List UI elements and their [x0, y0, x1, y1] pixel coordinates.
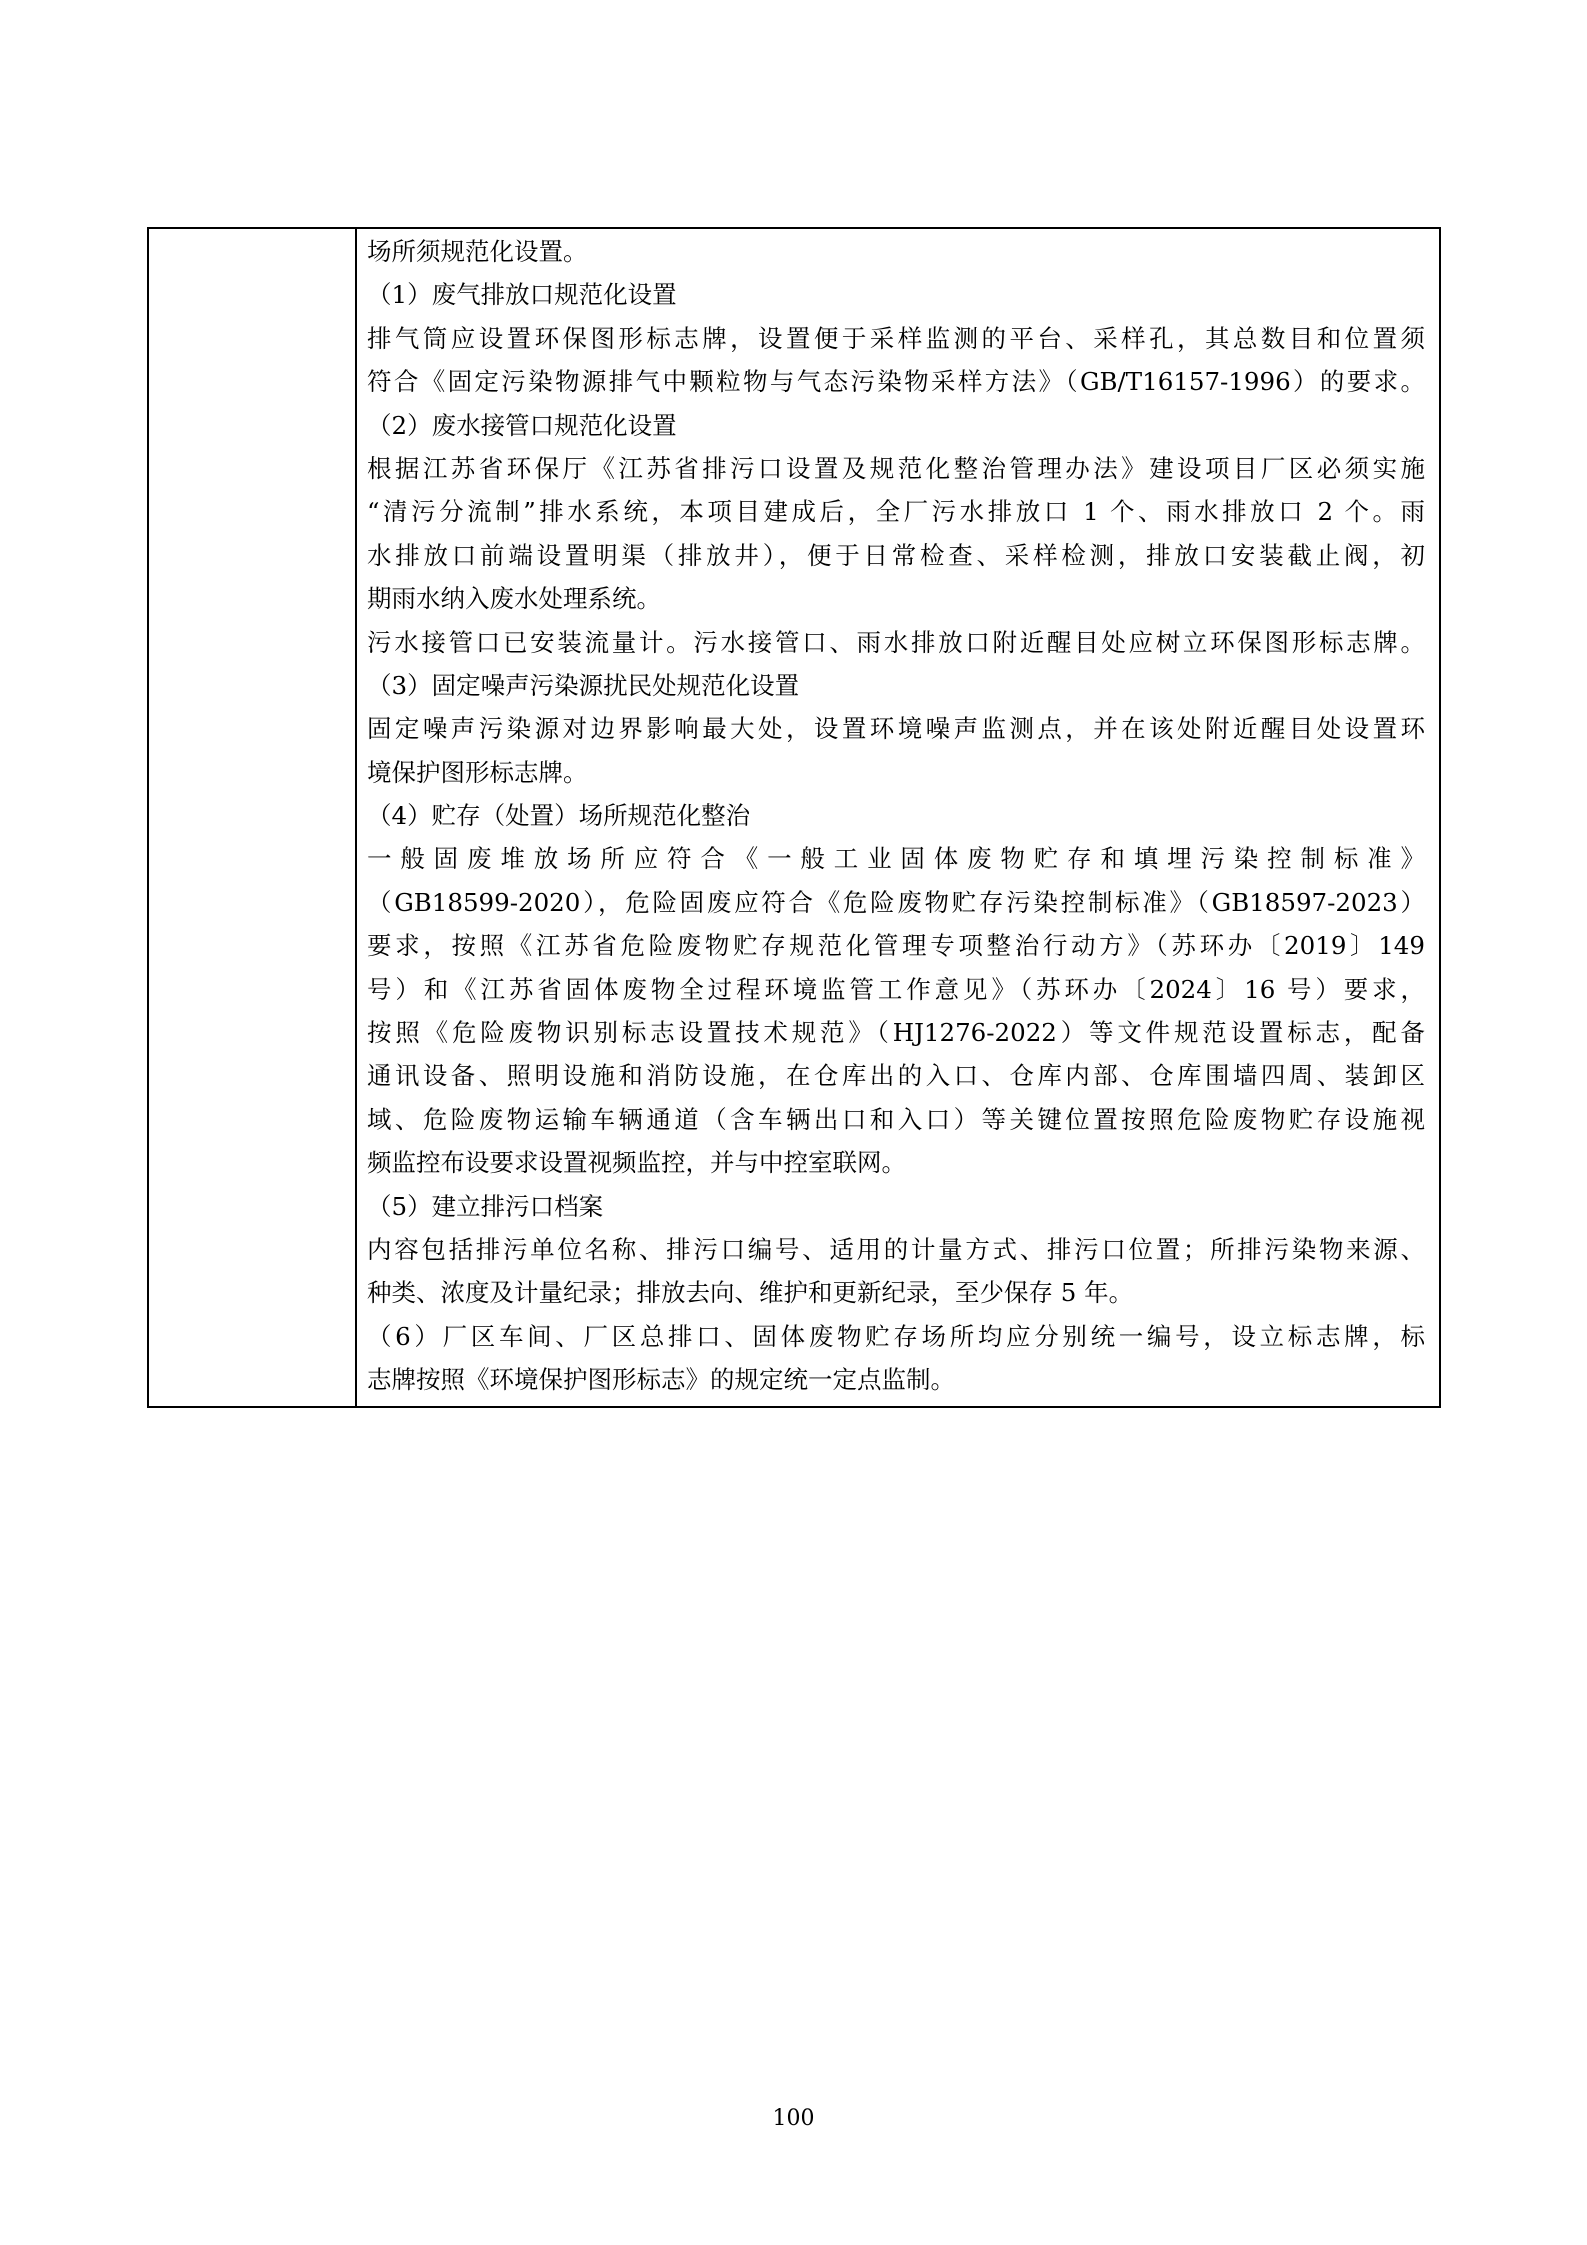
content-table — [147, 227, 1441, 1408]
text-line: 期雨水纳入废水处理系统。 — [367, 584, 661, 614]
section-heading: （1）废气排放口规范化设置 — [367, 280, 677, 310]
text-line: 频监控布设要求设置视频监控，并与中控室联网。 — [367, 1148, 906, 1178]
text-line: 内容包括排污单位名称、排污口编号、适用的计量方式、排污口位置；所排污染物来源、 — [367, 1234, 1425, 1264]
text-line: 域、危险废物运输车辆通道（含车辆出口和入口）等关键位置按照危险废物贮存设施视 — [367, 1104, 1425, 1134]
text-line: 志牌按照《环境保护图形标志》的规定统一定点监制。 — [367, 1365, 955, 1395]
section-heading: （3）固定噪声污染源扰民处规范化设置 — [367, 670, 800, 700]
text-line: 号）和《江苏省固体废物全过程环境监管工作意见》（苏环办〔2024〕16 号）要求， — [367, 974, 1425, 1004]
text-line: 通讯设备、照明设施和消防设施，在仓库出的入口、仓库内部、仓库围墙四周、装卸区 — [367, 1061, 1425, 1091]
text-line: 污水接管口已安装流量计。污水接管口、雨水排放口附近醒目处应树立环保图形标志牌。 — [367, 627, 1425, 657]
text-line: “清污分流制”排水系统，本项目建成后，全厂污水排放口 1 个、雨水排放口 2 个。雨 — [367, 497, 1425, 527]
text-line: 符合《固定污染物源排气中颗粒物与气态污染物采样方法》（GB/T16157-1996）的要求。 — [367, 367, 1425, 397]
text-line: 排气筒应设置环保图形标志牌，设置便于采样监测的平台、采样孔，其总数目和位置须 — [367, 323, 1425, 353]
text-line: （GB18599-2020），危险固废应符合《危险废物贮存污染控制标准》（GB18597-2023） — [367, 887, 1425, 917]
text-line: 场所须规范化设置。 — [367, 237, 588, 266]
table-left-cell — [149, 229, 357, 1406]
text-line: 按照《危险废物识别标志设置技术规范》（HJ1276-2022）等文件规范设置标志，配备 — [367, 1018, 1425, 1048]
text-line: 水排放口前端设置明渠（排放井），便于日常检查、采样检测，排放口安装截止阀，初 — [367, 540, 1425, 570]
text-line: 一般固废堆放场所应符合《一般工业固体废物贮存和填埋污染控制标准》 — [367, 844, 1425, 874]
text-line: 境保护图形标志牌。 — [367, 757, 588, 787]
text-line: 要求，按照《江苏省危险废物贮存规范化管理专项整治行动方》（苏环办〔2019〕149 — [367, 931, 1425, 961]
section-heading: （2）废水接管口规范化设置 — [367, 410, 677, 440]
section-heading: （5）建立排污口档案 — [367, 1191, 604, 1221]
text-line: 固定噪声污染源对边界影响最大处，设置环境噪声监测点，并在该处附近醒目处设置环 — [367, 714, 1425, 744]
table-right-cell — [357, 229, 1439, 1406]
text-line: 根据江苏省环保厅《江苏省排污口设置及规范化整治管理办法》建设项目厂区必须实施 — [367, 453, 1425, 483]
section-heading: （4）贮存（处置）场所规范化整治 — [367, 801, 751, 831]
text-line: 种类、浓度及计量纪录；排放去向、维护和更新纪录，至少保存 5 年。 — [367, 1278, 1134, 1308]
text-line: （6）厂区车间、厂区总排口、固体废物贮存场所均应分别统一编号，设立标志牌，标 — [367, 1321, 1425, 1351]
page-number: 100 — [772, 2106, 815, 2131]
